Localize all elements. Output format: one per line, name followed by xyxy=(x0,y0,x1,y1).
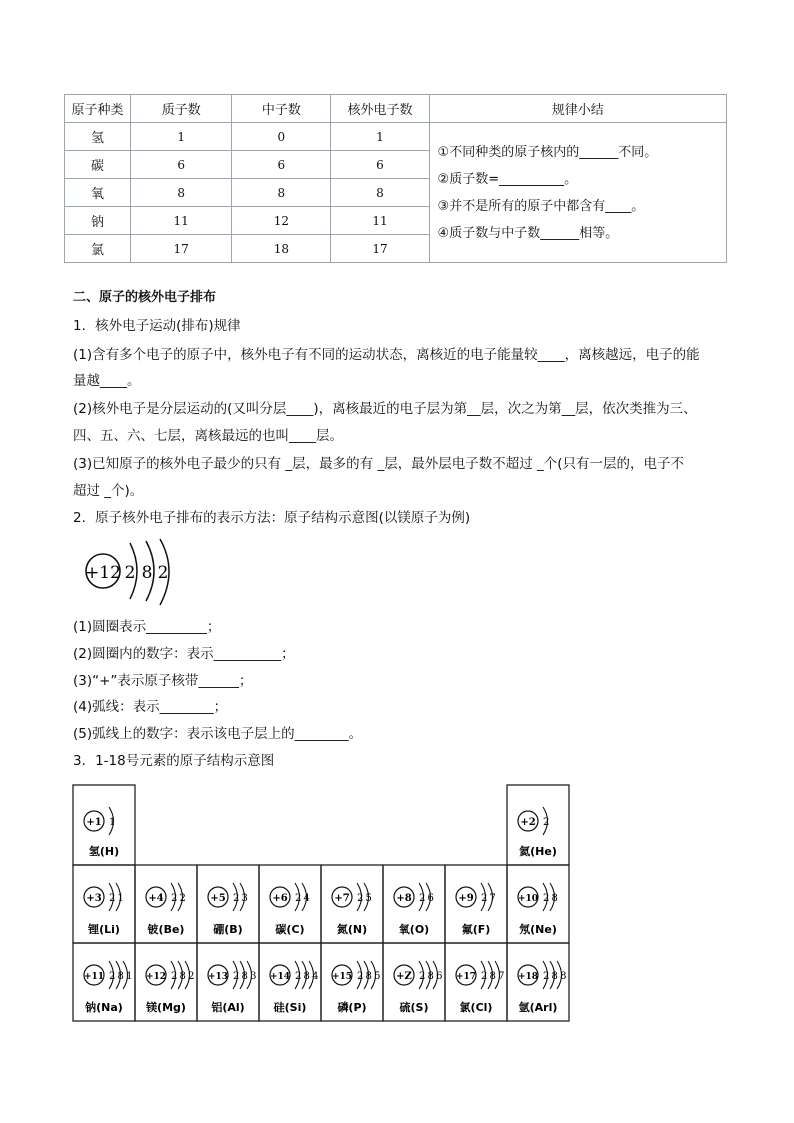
element-cell xyxy=(445,865,507,943)
shell-electron-counts: 2 8 5 xyxy=(357,971,380,982)
shell-electron-counts: 2 8 3 xyxy=(233,971,256,982)
element-structure-grid xyxy=(72,784,572,1026)
element-cell xyxy=(135,865,197,943)
shell-electron-counts: 2 xyxy=(543,817,549,828)
nucleus-charge: +15 xyxy=(331,972,353,982)
cell-atom-name: 钠 xyxy=(65,207,131,235)
shell-electron-counts: 2 5 xyxy=(357,893,372,904)
element-label: 氧(O) xyxy=(398,923,430,936)
atom-composition-table xyxy=(64,94,727,263)
element-label: 氟(F) xyxy=(461,923,491,936)
shell-electron-counts: 2 8 4 xyxy=(295,971,318,982)
header-electrons: 核外电子数 xyxy=(331,95,429,123)
cell-neutrons: 18 xyxy=(232,235,331,263)
shell-electron-counts: 2 8 7 xyxy=(481,971,504,982)
element-label: 硫(S) xyxy=(399,1001,429,1014)
paragraph-1-line-2: 量越____。 xyxy=(73,373,141,389)
table-header-row xyxy=(65,95,727,123)
nucleus-charge: +18 xyxy=(517,972,539,982)
question-4: (4)弧线：表示________； xyxy=(73,699,228,715)
cell-atom-name: 碳 xyxy=(65,151,131,179)
cell-electrons: 1 xyxy=(331,123,429,151)
element-label: 硅(Si) xyxy=(273,1001,307,1014)
element-label: 钠(Na) xyxy=(85,1001,123,1014)
cell-protons: 17 xyxy=(131,235,232,263)
subsection-2-title: 2．原子核外电子排布的表示方法：原子结构示意图(以镁原子为例) xyxy=(73,510,471,526)
shell-electron-counts: 2 7 xyxy=(481,893,496,904)
element-cell xyxy=(197,865,259,943)
nucleus-charge: +10 xyxy=(517,894,539,904)
subsection-3-title: 3．1-18号元素的原子结构示意图 xyxy=(73,753,275,769)
shell-electron-count: 2 xyxy=(124,563,136,583)
element-cell xyxy=(507,785,569,865)
cell-protons: 1 xyxy=(131,123,232,151)
cell-neutrons: 12 xyxy=(232,207,331,235)
element-cell xyxy=(259,865,321,943)
nucleus-charge: +9 xyxy=(458,893,474,904)
element-cell xyxy=(135,943,197,1021)
paragraph-1-line-1: (1)含有多个电子的原子中，核外电子有不同的运动状态，离核近的电子能量较____，离核越远，电子的能 xyxy=(73,347,700,363)
header-neutrons: 中子数 xyxy=(232,95,331,123)
shell-electron-counts: 2 1 xyxy=(109,893,124,904)
nucleus-charge: +7 xyxy=(334,893,350,904)
element-label: 氩(Arl) xyxy=(518,1001,558,1014)
nucleus-charge: +4 xyxy=(148,893,164,904)
subsection-1-title: 1．核外电子运动(排布)规律 xyxy=(73,318,241,334)
element-label: 锂(Li) xyxy=(88,923,120,936)
header-protons: 质子数 xyxy=(131,95,232,123)
section-title: 二、原子的核外电子排布 xyxy=(73,290,217,305)
table-row xyxy=(65,123,727,151)
element-label: 磷(P) xyxy=(337,1001,367,1014)
nucleus-charge: +12 xyxy=(85,563,121,583)
nucleus-charge: +1 xyxy=(86,817,102,828)
shell-electron-counts: 2 8 6 xyxy=(419,971,442,982)
cell-neutrons: 8 xyxy=(232,179,331,207)
question-1: (1)圆圈表示_________； xyxy=(73,619,221,635)
element-cell xyxy=(197,943,259,1021)
nucleus-charge: +13 xyxy=(207,972,229,982)
element-label: 氯(Cl) xyxy=(459,1001,493,1014)
element-cell xyxy=(445,943,507,1021)
question-5: (5)弧线上的数字：表示该电子层上的________。 xyxy=(73,726,363,742)
header-atom-type: 原子种类 xyxy=(65,95,131,123)
cell-electrons: 17 xyxy=(331,235,429,263)
element-label: 铍(Be) xyxy=(147,923,185,936)
element-cell xyxy=(73,785,135,865)
element-cell xyxy=(507,943,569,1021)
paragraph-2-line-2: 四、五、六、七层，离核最远的也叫____层。 xyxy=(73,428,343,444)
nucleus-charge: +11 xyxy=(83,972,105,982)
cell-neutrons: 0 xyxy=(232,123,331,151)
element-cell xyxy=(259,943,321,1021)
cell-atom-name: 氯 xyxy=(65,235,131,263)
summary-line: ①不同种类的原子核内的______不同。 xyxy=(437,144,658,160)
cell-electrons: 11 xyxy=(331,207,429,235)
shell-electron-count: 8 xyxy=(141,563,153,583)
magnesium-atom-diagram xyxy=(82,537,182,609)
element-label: 镁(Mg) xyxy=(146,1001,186,1014)
shell-electron-counts: 2 6 xyxy=(419,893,434,904)
element-label: 硼(B) xyxy=(213,923,243,936)
element-cell xyxy=(73,865,135,943)
element-cell xyxy=(73,943,135,1021)
cell-protons: 11 xyxy=(131,207,232,235)
cell-atom-name: 氢 xyxy=(65,123,131,151)
element-label: 氮(N) xyxy=(336,923,368,936)
nucleus-charge: +12 xyxy=(145,972,167,982)
paragraph-3-line-2: 超过 _个)。 xyxy=(73,483,144,499)
paragraph-2-line-1: (2)核外电子是分层运动的(又叫分层____)，离核最近的电子层为第__层，次之为第__层，依次类推为三、 xyxy=(73,401,697,417)
cell-electrons: 6 xyxy=(331,151,429,179)
nucleus-charge: +6 xyxy=(272,893,288,904)
cell-protons: 8 xyxy=(131,179,232,207)
nucleus-charge: +8 xyxy=(396,893,412,904)
shell-electron-counts: 2 8 2 xyxy=(171,971,194,982)
element-label: 氦(He) xyxy=(519,845,557,858)
paragraph-3-line-1: (3)已知原子的核外电子最少的只有 _层，最多的有 _层，最外层电子数不超过 _个(只有一层的，电子不 xyxy=(73,456,685,472)
nucleus-charge: +2 xyxy=(520,817,536,828)
element-cell xyxy=(507,865,569,943)
element-label: 碳(C) xyxy=(275,923,305,936)
shell-electron-counts: 2 8 8 xyxy=(543,971,566,982)
element-label: 氖(Ne) xyxy=(519,923,557,936)
question-3: (3)“+”表示原子核带______； xyxy=(73,673,253,689)
element-cell xyxy=(383,865,445,943)
summary-line: ③并不是所有的原子中都含有____。 xyxy=(437,198,645,214)
summary-line: ④质子数与中子数______相等。 xyxy=(437,225,619,241)
header-summary: 规律小结 xyxy=(429,95,726,123)
element-cell xyxy=(321,865,383,943)
element-cell xyxy=(383,943,445,1021)
shell-electron-counts: 2 8 1 xyxy=(109,971,132,982)
element-label: 铝(Al) xyxy=(211,1001,245,1014)
nucleus-charge: +5 xyxy=(210,893,226,904)
cell-electrons: 8 xyxy=(331,179,429,207)
shell-electron-counts: 2 4 xyxy=(295,893,310,904)
nucleus-charge: +14 xyxy=(269,972,291,982)
shell-electron-counts: 2 8 xyxy=(543,893,558,904)
nucleus-charge: +Z xyxy=(396,971,412,982)
shell-electron-counts: 2 2 xyxy=(171,893,186,904)
element-label: 氢(H) xyxy=(88,845,120,858)
nucleus-charge: +3 xyxy=(86,893,102,904)
shell-electron-count: 2 xyxy=(157,563,169,583)
summary-line: ②质子数=__________。 xyxy=(437,171,578,187)
cell-atom-name: 氧 xyxy=(65,179,131,207)
nucleus-charge: +17 xyxy=(455,972,477,982)
summary-cell xyxy=(429,123,726,263)
shell-electron-counts: 2 3 xyxy=(233,893,248,904)
shell-electron-counts: 1 xyxy=(109,817,115,828)
question-2: (2)圆圈内的数字：表示__________； xyxy=(73,646,295,662)
element-cell xyxy=(321,943,383,1021)
cell-protons: 6 xyxy=(131,151,232,179)
cell-neutrons: 6 xyxy=(232,151,331,179)
